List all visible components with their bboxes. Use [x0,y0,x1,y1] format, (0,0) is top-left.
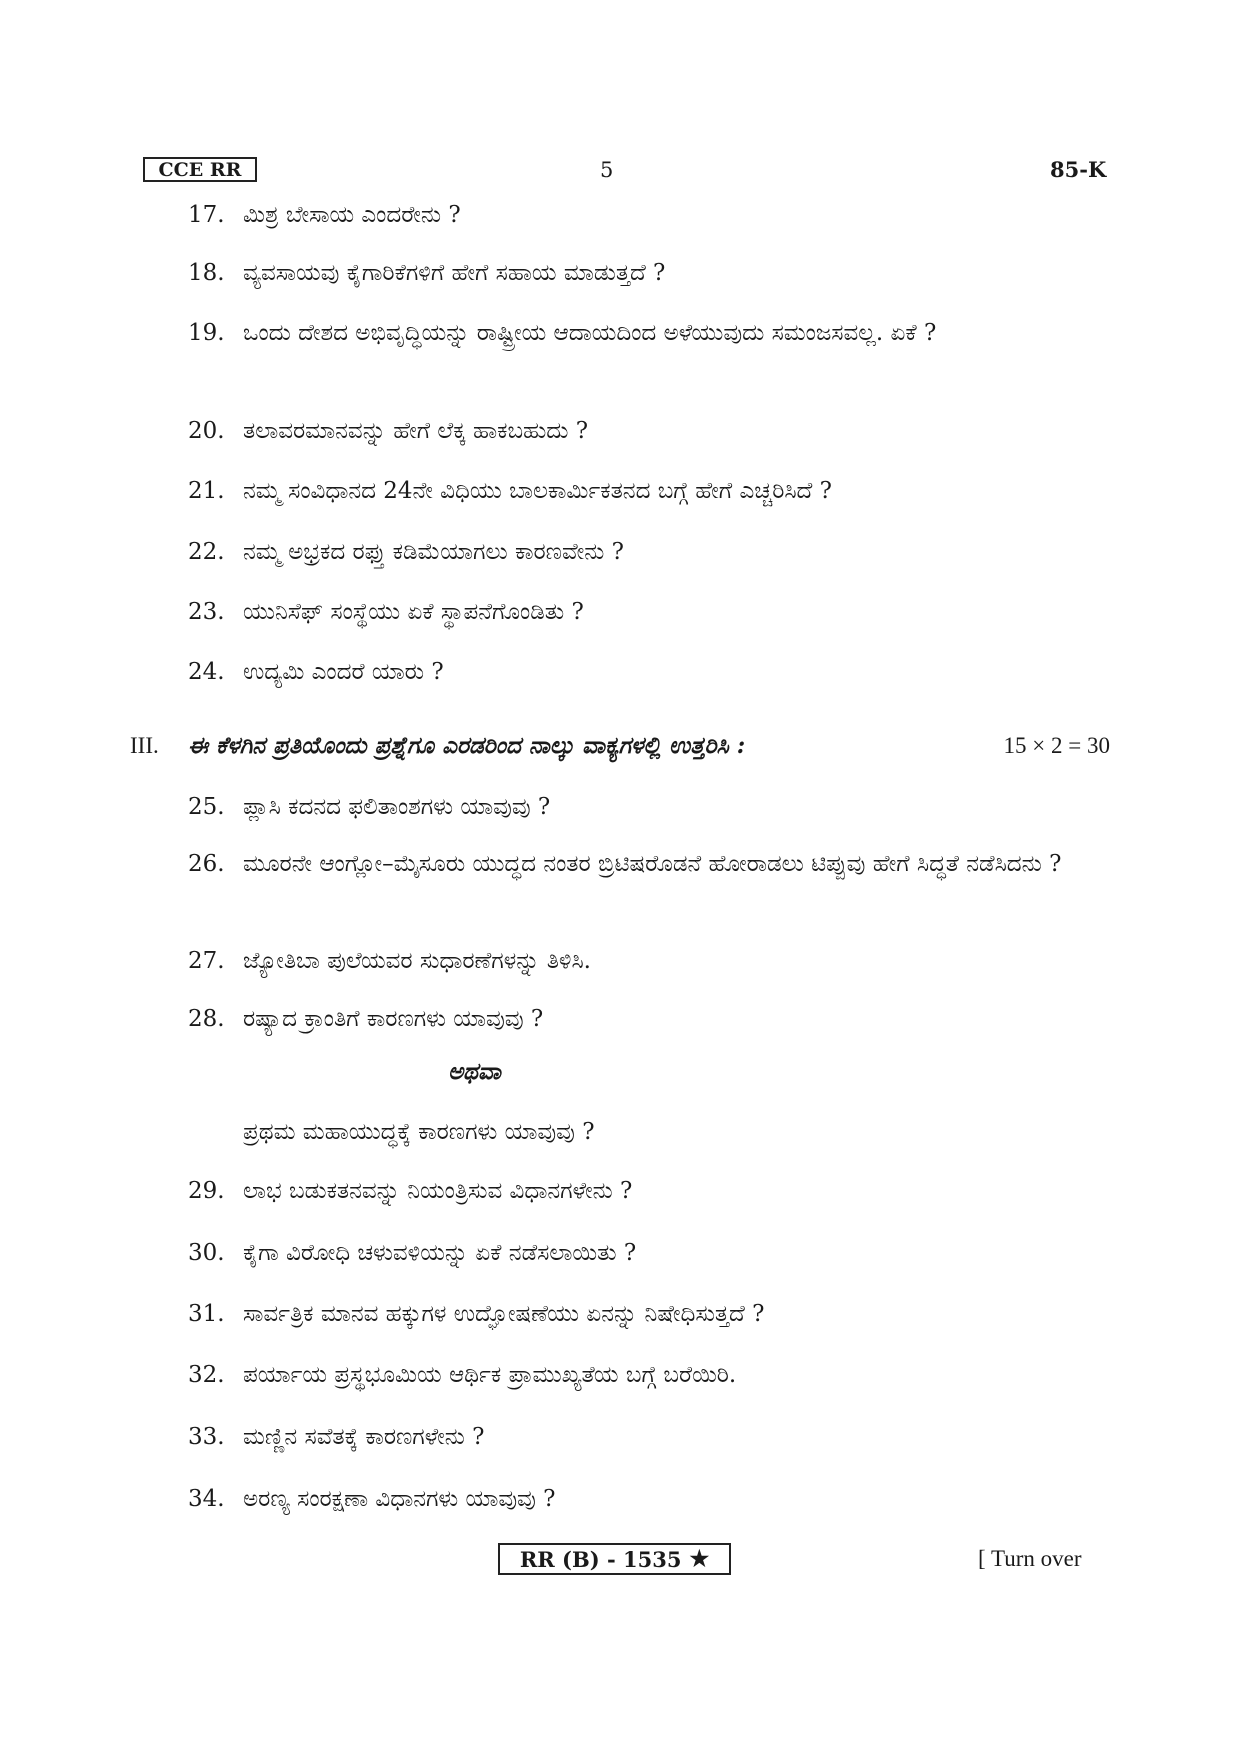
question-text: ನಮ್ಮ ಅಭ್ರಕದ ರಫ್ತು ಕಡಿಮೆಯಾಗಲು ಕಾರಣವೇನು ? [243,539,625,565]
question-text: ರಷ್ಯಾದ ಕ್ರಾಂತಿಗೆ ಕಾರಣಗಳು ಯಾವುವು ? [243,1006,544,1032]
question-number: 28. [188,1006,225,1032]
question-number: 22. [188,539,225,565]
question-number: 34. [188,1486,225,1512]
question-item [188,788,1108,826]
question-item [188,254,1108,292]
question-number: 26. [188,851,225,877]
question-text: ಮಣ್ಣಿನ ಸವೆತಕ್ಕೆ ಕಾರಣಗಳೇನು ? [243,1424,485,1450]
question-text: ಅರಣ್ಯ ಸಂರಕ್ಷಣಾ ವಿಧಾನಗಳು ಯಾವುವು ? [243,1486,556,1512]
question-number: 32. [188,1362,225,1388]
section-number: III. [130,733,159,758]
question-item [188,412,1108,450]
question-item [188,314,1108,352]
page-number: 5 [600,158,614,182]
question-text: ಒಂದು ದೇಶದ ಅಭಿವೃದ್ಧಿಯನ್ನು ರಾಷ್ಟ್ರೀಯ ಆದಾಯದಿಂದ ಅಳೆಯುವುದು ಸಮಂಜಸವಲ್ಲ. ಏಕೆ ? [243,320,937,346]
question-number: 18. [188,260,225,286]
question-item [188,1295,1108,1333]
star-icon: ★ [689,1546,710,1572]
question-text: ಲಾಭ ಬಡುಕತನವನ್ನು ನಿಯಂತ್ರಿಸುವ ವಿಧಾನಗಳೇನು ? [243,1178,633,1204]
question-item [188,845,1108,883]
question-text: ತಲಾವರಮಾನವನ್ನು ಹೇಗೆ ಲೆಕ್ಕ ಹಾಕಬಹುದು ? [243,418,589,444]
question-text: ಉದ್ಯಮಿ ಎಂದರೆ ಯಾರು ? [243,659,444,685]
question-number: 27. [188,948,225,974]
question-text: ಪರ್ಯಾಯ ಪ್ರಸ್ಥಭೂಮಿಯ ಆರ್ಥಿಕ ಪ್ರಾಮುಖ್ಯತೆಯ ಬಗ್ಗೆ ಬರೆಯಿರಿ. [243,1362,737,1388]
question-number: 33. [188,1424,225,1450]
question-text: ಯುನಿಸೆಫ್ ಸಂಸ್ಥೆಯು ಏಕೆ ಸ್ಥಾಪನೆಗೊಂಡಿತು ? [243,599,584,625]
question-text: ಮಿಶ್ರ ಬೇಸಾಯ ಎಂದರೇನು ? [243,202,461,228]
question-item [188,1480,1108,1518]
question-item [188,942,1108,980]
question-number: 19. [188,320,225,346]
question-number: 30. [188,1240,225,1266]
question-item [188,1356,1108,1394]
question-text: ವ್ಯವಸಾಯವು ಕೈಗಾರಿಕೆಗಳಿಗೆ ಹೇಗೆ ಸಹಾಯ ಮಾಡುತ್ತದೆ ? [243,260,666,286]
question-number: 31. [188,1301,225,1327]
footer-code-box [498,1543,731,1575]
question-item [188,593,1108,631]
question-item [188,1000,1108,1038]
question-number: 17. [188,202,225,228]
question-number: 23. [188,599,225,625]
paper-code-box [143,157,257,182]
question-item [188,196,1108,234]
question-item [188,1172,1108,1210]
question-text: ನಮ್ಮ ಸಂವಿಧಾನದ 24ನೇ ವಿಧಿಯು ಬಾಲಕಾರ್ಮಿಕತನದ ಬಗ್ಗೆ ಹೇಗೆ ಎಚ್ಚರಿಸಿದೆ ? [243,478,832,504]
question-item [188,472,1108,510]
question-item [188,653,1108,691]
question-text: ಜ್ಯೋತಿಬಾ ಪುಲೆಯವರ ಸುಧಾರಣೆಗಳನ್ನು ತಿಳಿಸಿ. [243,948,591,974]
alternative-question [188,1113,1108,1151]
question-item [188,533,1108,571]
subject-code: 85-K [1050,157,1107,182]
question-number: 29. [188,1178,225,1204]
question-text: ಸಾರ್ವತ್ರಿಕ ಮಾನವ ಹಕ್ಕುಗಳ ಉದ್ಘೋಷಣೆಯು ಏನನ್ನು ನಿಷೇಧಿಸುತ್ತದೆ ? [243,1301,765,1327]
section-instruction: ಈ ಕೆಳಗಿನ ಪ್ರತಿಯೊಂದು ಪ್ರಶ್ನೆಗೂ ಎರಡರಿಂದ ನಾಲ್ಕು ವಾಕ್ಯಗಳಲ್ಲಿ ಉತ್ತರಿಸಿ : [188,732,746,759]
question-number: 21. [188,478,225,504]
footer-code: RR (B) - 1535 [519,1546,682,1572]
question-text: ಪ್ಲಾಸಿ ಕದನದ ಫಲಿತಾಂಶಗಳು ಯಾವುವು ? [243,794,551,820]
question-number: 25. [188,794,225,820]
question-item [188,1418,1108,1456]
section-marks: 15 × 2 = 30 [1003,733,1110,758]
or-label: ಅಥವಾ [448,1058,501,1085]
question-text: ಮೂರನೇ ಆಂಗ್ಲೋ–ಮೈಸೂರು ಯುದ್ಧದ ನಂತರ ಬ್ರಿಟಿಷರೊಡನೆ ಹೋರಾಡಲು ಟಿಪ್ಪುವು ಹೇಗೆ ಸಿದ್ಧತೆ ನಡೆಸಿದನು ? [243,851,1062,877]
question-text: ಕೈಗಾ ವಿರೋಧಿ ಚಳುವಳಿಯನ್ನು ಏಕೆ ನಡೆಸಲಾಯಿತು ? [243,1240,637,1266]
question-text: ಪ್ರಥಮ ಮಹಾಯುದ್ಧಕ್ಕೆ ಕಾರಣಗಳು ಯಾವುವು ? [243,1119,595,1145]
paper-code: CCE RR [158,158,242,181]
question-number: 24. [188,659,225,685]
question-item [188,1234,1108,1272]
question-number: 20. [188,418,225,444]
turn-over-label: [ Turn over [978,1546,1082,1571]
